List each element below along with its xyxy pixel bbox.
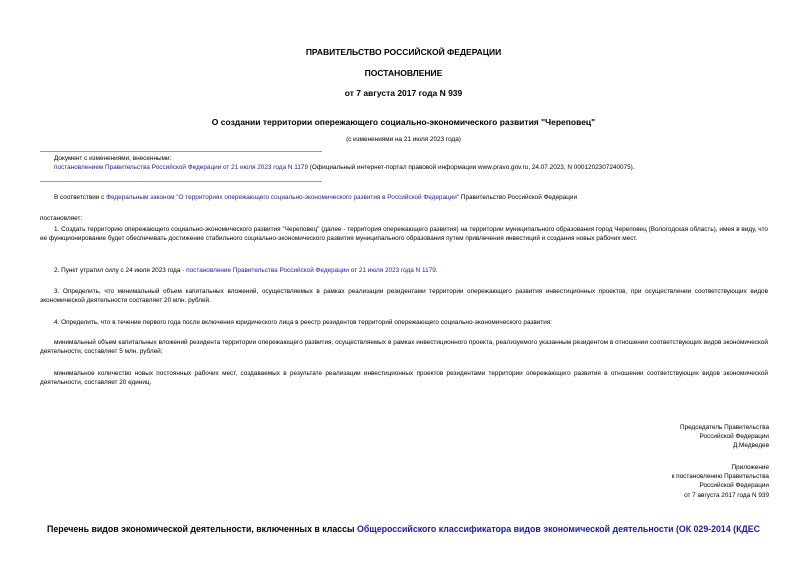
- appendix-line-1: Приложение: [731, 464, 769, 471]
- changes-note: (с изменениями на 21 июля 2023 года): [346, 136, 461, 143]
- preamble-prefix: В соответствии с: [54, 194, 107, 201]
- okved-link[interactable]: Общероссийского классификатора видов экономической деятельности (ОК 029-2014 (КДЕС: [357, 524, 760, 534]
- item-4-a-text: минимальный объем капитальных вложений резидента территории опережающего развития, осуществляемых в рамках инвестиционного проекта, реализуемого указанным резидентом в отношении соответствующих видов экономической деятельности, составляет 5 млн. рублей;: [40, 339, 768, 355]
- item-4-a: [40, 339, 768, 357]
- item-2-link[interactable]: постановление Правительства Российской Федерации от 21 июля 2023 года N 1179: [186, 267, 436, 274]
- divider-top: [40, 151, 322, 152]
- federal-law-link[interactable]: Федеральным законом "О территориях опережающего социально-экономического развития в Российской Федерации": [106, 194, 460, 201]
- item-2-prefix: 2. Пункт утратил силу с 24 июля 2023 года -: [54, 267, 187, 274]
- appendix-line-4: от 7 августа 2017 года N 939: [684, 491, 769, 499]
- signature-line-2: Российской Федерации: [699, 433, 769, 441]
- amendment-link[interactable]: постановлением Правительства Российской Федерации от 21 июля 2023 года N 1179: [54, 164, 308, 171]
- item-2-suffix: .: [435, 267, 438, 274]
- item-1-text: 1. Создать территорию опережающего социально-экономического развития "Череповец" (далее - территория опережающего развития) на территории муниципального образования город Череповец (Вологодская область), имея в виду, что ее функционирование будет обеспечивать достижение стабильного социально-экономического развития муниципального образования путем привлечения инвестиций и создания новых рабочих мест.: [40, 226, 768, 242]
- signature-block: [680, 423, 769, 451]
- appendix-line-2: к постановлению Правительства: [671, 473, 769, 481]
- amendments-intro: Документ с изменениями, внесенными:: [54, 155, 172, 162]
- item-2: [40, 267, 768, 276]
- document-title: О создании территории опережающего социально-экономического развития "Череповец": [211, 117, 596, 127]
- item-4-b-text: минимальное количество новых постоянных рабочих мест, создаваемых в результате реализации инвестиционных проектов резидентами территории опережающего развития в отношении соответствующих видов экономической деятельности, составляет 20 единиц.: [40, 370, 768, 386]
- amendments-line: [54, 164, 635, 173]
- item-4: [40, 319, 768, 328]
- preamble-suffix: Правительство Российской Федерации: [459, 194, 578, 201]
- decree-word: постановляет:: [40, 215, 83, 222]
- document-date-number: от 7 августа 2017 года N 939: [344, 88, 463, 98]
- item-4-b: [40, 370, 768, 388]
- appendix-line-3: Российской Федерации: [699, 482, 769, 490]
- preamble: [40, 194, 768, 203]
- document-type: ПОСТАНОВЛЕНИЕ: [364, 68, 443, 78]
- appendix-block: [672, 463, 769, 500]
- item-3-text: 3. Определить, что минимальный объем капитальных вложений, осуществляемых в рамках реализации резидентами территории опережающего развития инвестиционных проектов, при осуществлении соответствующих видов экономической деятельности составляет 20 млн. рублей.: [40, 288, 768, 304]
- item-3: [40, 288, 768, 306]
- divider-bottom: [40, 181, 322, 182]
- item-4-text: 4. Определить, что в течение первого года после включения юридического лица в реестр резидентов территорий опережающего социально-экономического развития:: [54, 319, 553, 326]
- item-1: [40, 226, 768, 244]
- amendment-source: (Официальный интернет-портал правовой информации www.pravo.gov.ru, 24.07.2023, N 0001202307240075).: [308, 164, 635, 171]
- signature-line-3: Д.Медведев: [732, 442, 769, 450]
- signature-line-1: Председатель Правительства: [680, 424, 769, 431]
- activities-list-heading: [0, 524, 807, 534]
- list-heading-prefix: Перечень видов экономической деятельности, включенных в классы: [47, 524, 357, 534]
- government-heading: ПРАВИТЕЛЬСТВО РОССИЙСКОЙ ФЕДЕРАЦИИ: [305, 47, 502, 57]
